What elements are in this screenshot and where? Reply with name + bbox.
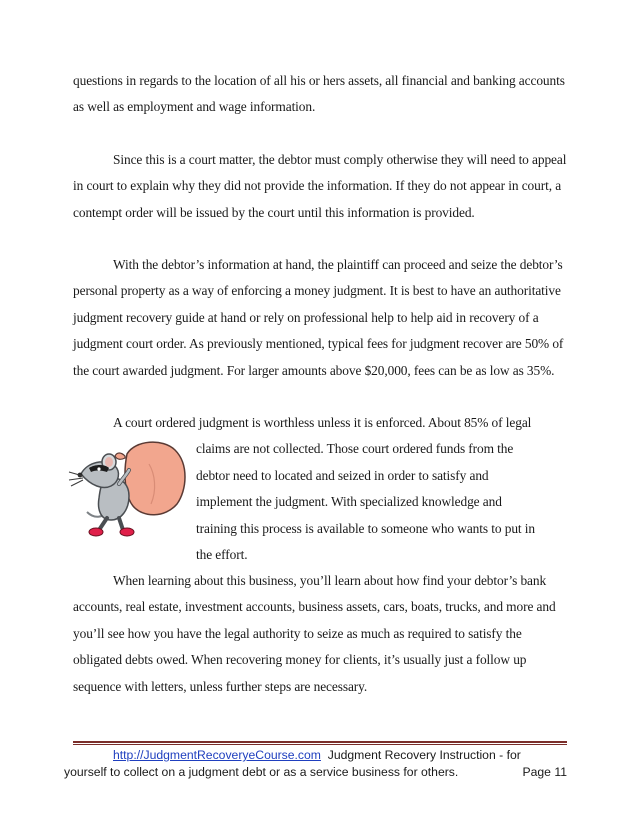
paragraph-enforcement-first-line: A court ordered judgment is worthless unless it is enforced. About 85% of legal — [113, 415, 532, 431]
footer-line2-text: yourself to collect on a judgment debt or as a service business for others. — [64, 765, 459, 779]
paragraph-seize-property: With the debtor’s information at hand, the plaintiff can proceed and seize the debtor’s personal property as a way of enforcing a money judgment. It is best to have an authoritative judgment recovery guide at hand or rely on professional help to help aid in recovery of a judgment court order. As previously mentioned, typical fees for judgment recover are 50% of the court awarded judgment. For larger amounts above $20,000, fees can be as low as 35%. — [73, 257, 564, 378]
wrapped-line: training this process is available to someone who wants to put in — [196, 520, 535, 536]
paragraph-enforcement-wrapped-lines — [196, 436, 576, 568]
footer-website-link[interactable]: http://JudgmentRecoveryeCourse.com — [113, 748, 321, 762]
page-number: Page 11 — [522, 765, 567, 779]
footer-divider — [73, 741, 567, 746]
paragraph-learning-business: When learning about this business, you’ll learn about how find your debtor’s bank accounts, real estate, investment accounts, business assets, cars, boats, trucks, and more and you’ll see how you have the legal authority to seize as much as required to satisfy the obligated debts owed. When recovering money for clients, it’s usually just a follow up sequence with letters, unless further steps are necessary. — [73, 573, 556, 694]
wrapped-line: claims are not collected. Those court ordered funds from the — [196, 441, 514, 457]
paragraph-enforcement-block — [73, 410, 571, 563]
paragraph-assets: questions in regards to the location of all his or hers assets, all financial and banking accounts as well as employment and wage information. — [73, 73, 565, 115]
page-footer — [64, 747, 567, 781]
footer-line-2 — [64, 764, 567, 781]
wrapped-line: the effort. — [196, 547, 248, 563]
footer-line-1 — [64, 747, 567, 764]
paragraph-court-matter: Since this is a court matter, the debtor must comply otherwise they will need to appeal in court to explain why they did not provide the information. If they do not appear in court, a contempt order will be issued by the court until this information is provided. — [73, 151, 567, 220]
wrapped-line: implement the judgment. With specialized knowledge and — [196, 494, 502, 510]
thief-mouse-with-sack-icon — [65, 434, 193, 538]
footer-line1-text: Judgment Recovery Instruction - for — [320, 748, 521, 762]
body-text — [73, 68, 571, 726]
wrapped-line: debtor need to located and seized in order to satisfy and — [196, 467, 489, 483]
